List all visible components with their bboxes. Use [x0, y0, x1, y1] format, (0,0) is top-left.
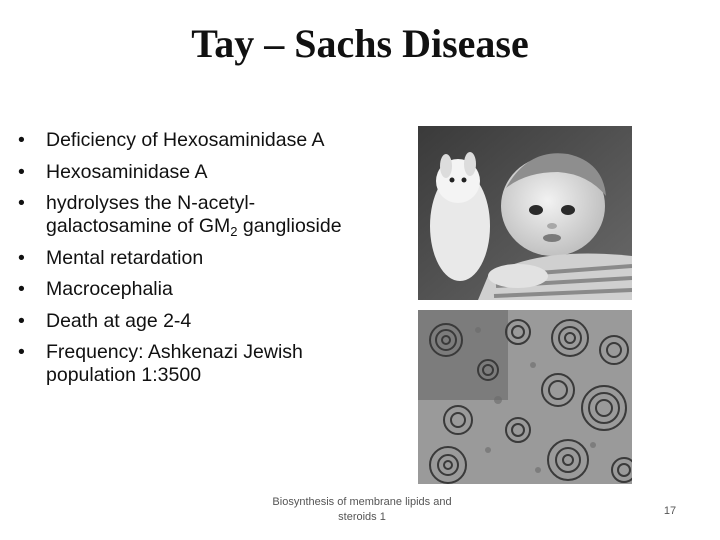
bullet-item	[18, 129, 378, 152]
child-photo	[418, 126, 632, 300]
bullet-list	[18, 129, 378, 396]
bullet-text: Hexosaminidase A	[46, 160, 208, 183]
bullet-item	[18, 310, 378, 333]
subscript-text: 2	[230, 224, 238, 239]
bullet-text: Macrocephalia	[46, 278, 173, 300]
bullet-item	[18, 278, 378, 301]
bullet-item	[18, 341, 378, 387]
bullet-text: Death at age 2-4	[46, 309, 192, 332]
bullet-text: Deficiency of Hexosaminidase A	[46, 129, 325, 151]
micrograph-photo	[418, 310, 632, 484]
bullet-text: Mental retardation	[46, 246, 204, 269]
bullet-item	[18, 192, 378, 238]
bullet-item	[18, 247, 378, 270]
bullet-text: ganglioside	[237, 215, 342, 237]
page-number: 17	[663, 505, 677, 517]
bullet-text: hydrolyses the N-acetyl-galactosamine of GM	[46, 192, 256, 237]
bullet-text: Frequency: Ashkenazi Jewish population 1:3500	[46, 341, 303, 386]
slide-footer: Biosynthesis of membrane lipids and steroids 1	[272, 496, 452, 523]
slide-title: Tay – Sachs Disease	[191, 21, 529, 66]
bullet-item	[18, 161, 378, 184]
